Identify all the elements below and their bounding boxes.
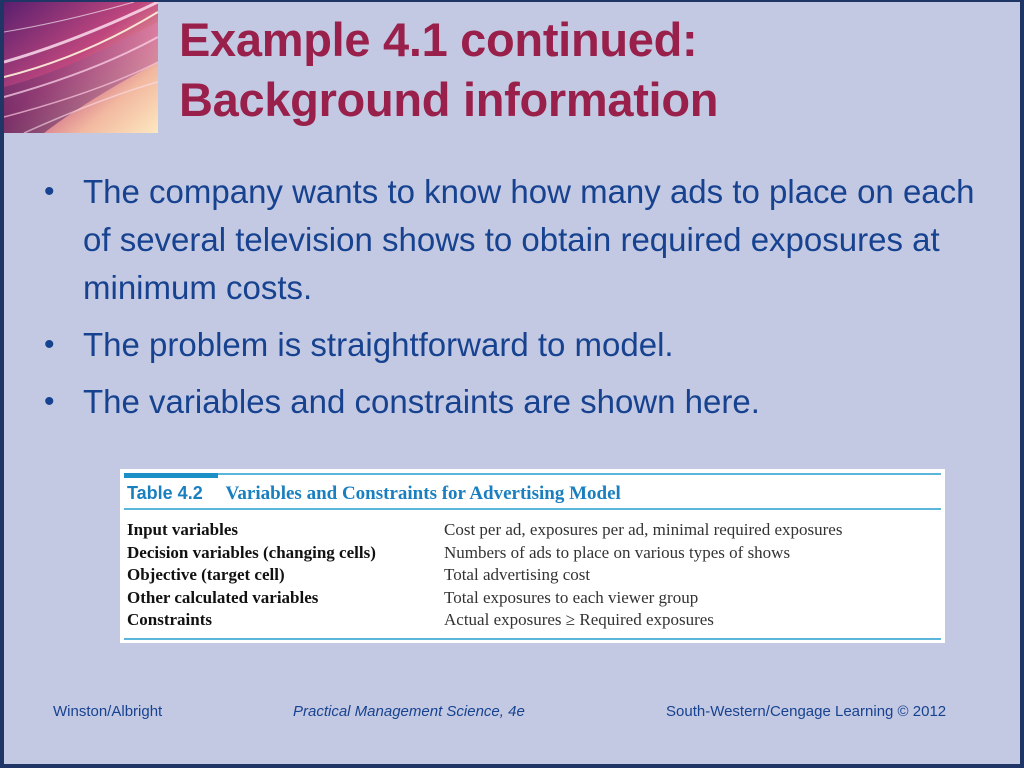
table-row-value: Total exposures to each viewer group bbox=[444, 587, 699, 607]
table-row bbox=[127, 609, 842, 632]
table-row bbox=[127, 587, 842, 610]
table-bottom-rule bbox=[124, 638, 941, 640]
table-header-rule bbox=[124, 508, 941, 510]
bullet-icon: • bbox=[44, 328, 55, 361]
table-title: Variables and Constraints for Advertising Model bbox=[225, 483, 621, 504]
bullet-item bbox=[44, 168, 1004, 312]
bullet-icon: • bbox=[44, 175, 55, 208]
table-row-value: Numbers of ads to place on various types of shows bbox=[444, 542, 791, 562]
bullet-item bbox=[44, 378, 1004, 426]
footer-book-title: Practical Management Science, 4e bbox=[293, 703, 525, 720]
table-number: Table 4.2 bbox=[127, 483, 203, 503]
table-caption bbox=[127, 483, 621, 505]
variables-table bbox=[127, 519, 842, 632]
slide-title bbox=[179, 10, 718, 130]
table-top-rule bbox=[124, 473, 941, 475]
table-row-label: Input variables bbox=[127, 520, 238, 539]
bullet-text: The problem is straightforward to model. bbox=[83, 326, 674, 363]
table-row bbox=[127, 564, 842, 587]
decorative-light-streaks-graphic bbox=[4, 2, 158, 133]
table-row-label: Objective (target cell) bbox=[127, 565, 285, 584]
table-image bbox=[120, 469, 945, 643]
bullet-item bbox=[44, 321, 1004, 369]
table-row-value: Actual exposures ≥ Required exposures bbox=[444, 610, 714, 629]
bullet-text: The variables and constraints are shown here. bbox=[83, 383, 760, 420]
table-row-label: Decision variables (changing cells) bbox=[127, 542, 376, 562]
bullet-text: The company wants to know how many ads to place on each of several television shows to obtain required exposures at minimum costs. bbox=[83, 173, 975, 306]
footer-authors: Winston/Albright bbox=[53, 703, 163, 720]
table-row-value: Cost per ad, exposures per ad, minimal required exposures bbox=[444, 520, 843, 539]
table-row-value: Total advertising cost bbox=[444, 565, 591, 584]
bullet-list bbox=[44, 168, 1004, 435]
table-row-label: Other calculated variables bbox=[127, 587, 319, 607]
table-row bbox=[127, 542, 842, 565]
table-row bbox=[127, 519, 842, 542]
bullet-icon: • bbox=[44, 385, 55, 418]
table-row-label: Constraints bbox=[127, 610, 213, 629]
slide-title-line-1: Example 4.1 continued: bbox=[179, 13, 698, 66]
slide-title-line-2: Background information bbox=[179, 73, 719, 126]
table-top-rule-accent bbox=[124, 473, 218, 478]
footer-publisher: South-Western/Cengage Learning © 2012 bbox=[666, 703, 947, 720]
slide bbox=[4, 2, 1020, 764]
